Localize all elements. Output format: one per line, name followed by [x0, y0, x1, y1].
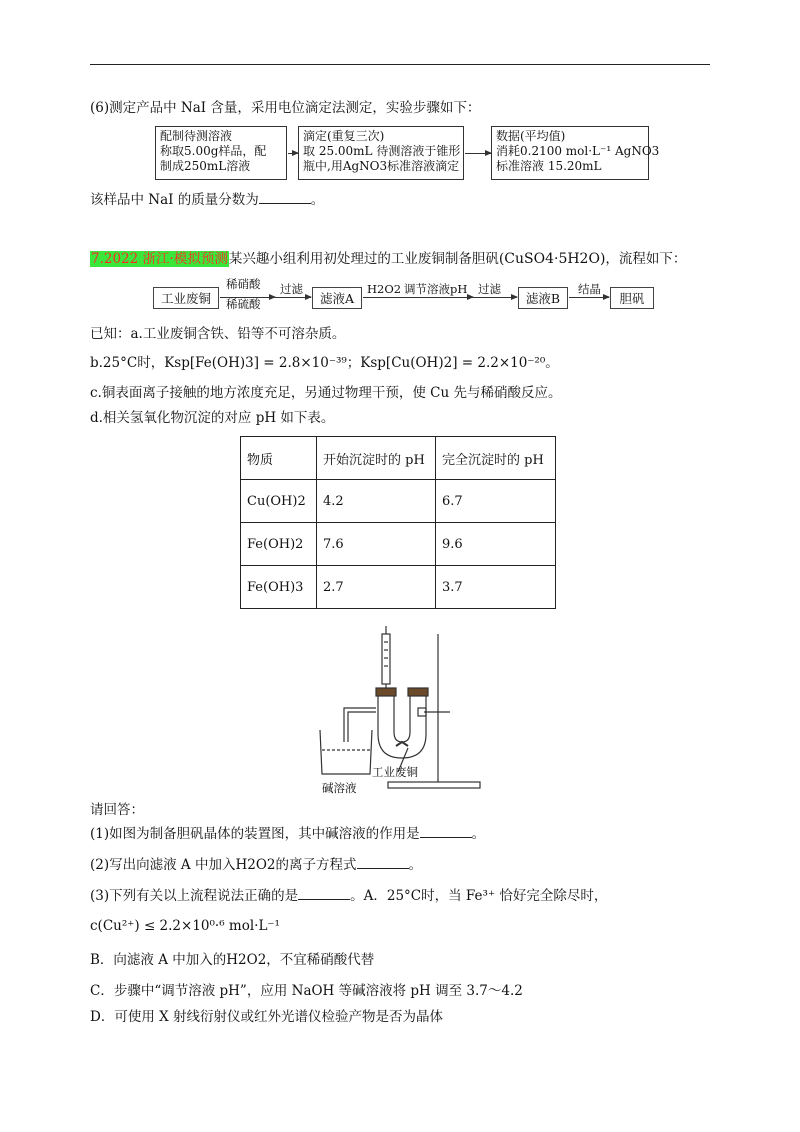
flow-box-blue-vitriol: 胆矾: [610, 287, 654, 309]
q7-source-tag: 7.2022 浙江·模拟预测: [91, 251, 228, 267]
known-b: [90, 354, 559, 372]
q7-option-b-pre: B．向滤液 A 中加入的: [90, 952, 227, 968]
answer-blank: [259, 191, 311, 204]
q6-arrow-2: [465, 153, 491, 154]
q7-sub2: [90, 856, 422, 874]
q6-box2-line1: 滴定(重复三次): [303, 129, 385, 143]
known-b-prefix: b.25°C时，: [90, 355, 165, 371]
q7-sub1-text: (1)如图为制备胆矾晶体的装置图，其中碱溶液的作用是: [90, 826, 420, 842]
q7-sub2-rest: 的离子方程式: [275, 857, 357, 873]
table-row: [241, 523, 556, 566]
q6-step-box-prepare: [155, 126, 287, 180]
beaker: [320, 730, 372, 774]
q6-question: [90, 191, 324, 209]
table-cell: 7.6: [317, 523, 436, 566]
q7-option-b-post: ，不宜稀硝酸代替: [266, 952, 375, 968]
top-rule: [90, 64, 710, 65]
flow-box-industrial-copper: 工业废铜: [153, 287, 219, 309]
flow-arrow-2: [275, 297, 311, 298]
known-a: 已知：a.工业废铜含铁、铅等不可溶杂质。: [90, 326, 346, 342]
q6-box2-line3: 瓶中,用AgNO3标准溶液滴定: [303, 159, 460, 173]
table-cell: Fe(OH)3: [241, 566, 317, 609]
q6-box1-line2: 称取5.00g样品，配: [160, 144, 267, 158]
table-cell: Fe(OH)2: [241, 523, 317, 566]
flow-step-h2o2: H2O2: [367, 282, 402, 296]
q7-option-b: [90, 951, 374, 969]
q7-sub1-end: 。: [471, 826, 486, 842]
ph-table: [240, 436, 556, 609]
q7-sub2-end: 。: [408, 857, 422, 873]
known-c: c.铜表面离子接触的地方浓度充足，另通过物理干预，使 Cu 先与稀硝酸反应。: [90, 385, 562, 401]
q7-stem-text: 某兴趣小组利用初处理过的工业废铜制备胆矾: [228, 251, 499, 267]
q6-box1-line1: 配制待测溶液: [160, 129, 233, 143]
flow-box-filtrate-a: 滤液A: [312, 287, 362, 309]
q6-step-box-titrate: [298, 126, 464, 180]
known-d: d.相关氢氧化物沉淀的对应 pH 如下表。: [90, 410, 335, 426]
q6-box2-line2: 取 25.00mL 待测溶液于锥形: [303, 144, 461, 158]
q6-arrow-1: [288, 153, 298, 154]
q7-sub2-text: (2)写出向滤液 A 中加入: [90, 857, 236, 873]
flow-reagent-sulfuric: 稀硫酸: [226, 297, 261, 311]
table-header-cell: 完全沉淀时的 pH: [436, 437, 556, 480]
answer-blank: [357, 856, 409, 869]
q6-step-box-data: [491, 126, 660, 180]
answer-blank: [298, 887, 350, 900]
flow-reagent-nitric: 稀硝酸: [226, 277, 261, 291]
table-row: [241, 480, 556, 523]
please-answer: 请回答：: [90, 802, 144, 818]
table-cell: 3.7: [436, 566, 556, 609]
q6-box3-line2: 消耗0.2100 mol·L⁻¹ AgNO3: [496, 144, 660, 158]
table-cell: Cu(OH)2: [241, 480, 317, 523]
q7-sub3-text: (3)下列有关以上流程说法正确的是: [90, 888, 299, 904]
known-b-sep: ；: [346, 355, 361, 371]
q7-sub3: [90, 887, 607, 905]
q7-option-a: 。A．25°C时，当 Fe³⁺ 恰好完全除尽时，: [350, 888, 608, 904]
flow-step-filter-1: 过滤: [280, 282, 303, 296]
q7-sub1: [90, 825, 485, 843]
flow-arrow-4: [473, 297, 517, 298]
table-header-cell: 物质: [241, 437, 317, 480]
q6-box3-line1: 数据(平均值): [496, 129, 566, 143]
q6-question-text: 该样品中 NaI 的质量分数为: [90, 192, 259, 208]
q6-question-end: 。: [310, 192, 325, 208]
table-header-row: [241, 437, 556, 480]
table-cell: 6.7: [436, 480, 556, 523]
u-tube: [378, 694, 426, 758]
q7-option-d: D．可使用 X 射线衍射仪或红外光谱仪检验产物是否为晶体: [90, 1009, 444, 1025]
answer-blank: [420, 825, 472, 838]
table-header-cell: 开始沉淀时的 pH: [317, 437, 436, 480]
table-cell: 4.2: [317, 480, 436, 523]
flow-arrow-1: [220, 297, 275, 298]
q7-option-a-formula: c(Cu²⁺) ≤ 2.2×10⁰·⁶ mol·L⁻¹: [90, 918, 280, 934]
q6-intro: (6)测定产品中 NaI 含量，采用电位滴定法测定，实验步骤如下：: [90, 100, 481, 116]
table-cell: 2.7: [317, 566, 436, 609]
q7-option-c: C．步骤中“调节溶液 pH”，应用 NaOH 等碱溶液将 pH 调至 3.7～4.2: [90, 983, 523, 999]
h2o2-formula: H2O2: [235, 857, 276, 873]
apparatus-label-waste-copper: 工业废铜: [372, 765, 418, 779]
table-cell: 9.6: [436, 523, 556, 566]
h2o2-formula: H2O2: [226, 952, 267, 968]
q7-stem-end: ，流程如下：: [605, 251, 687, 267]
q7-stem: [90, 250, 686, 268]
flow-step-filter-2: 过滤: [478, 282, 501, 296]
flow-box-filtrate-b: 滤液B: [518, 287, 568, 309]
table-row: [241, 566, 556, 609]
flow-step-adjust-ph: 调节溶液pH: [404, 282, 468, 296]
flow-arrow-5: [569, 297, 609, 298]
apparatus-label-base-solution: 碱溶液: [322, 781, 357, 795]
ksp-fe-oh3: Ksp[Fe(OH)3] = 2.8×10⁻³⁹: [164, 355, 347, 371]
flow-arrow-3: [363, 297, 473, 298]
q7-formula: (CuSO4·5H2O): [498, 251, 606, 267]
q6-box1-line3: 制成250mL溶液: [160, 159, 251, 173]
ksp-cu-oh2: Ksp[Cu(OH)2] = 2.2×10⁻²⁰: [360, 355, 546, 371]
known-b-end: 。: [545, 355, 559, 371]
flow-step-crystallize: 结晶: [578, 282, 601, 296]
stand-base: [388, 782, 480, 788]
q6-box3-line3: 标准溶液 15.20mL: [496, 159, 602, 173]
